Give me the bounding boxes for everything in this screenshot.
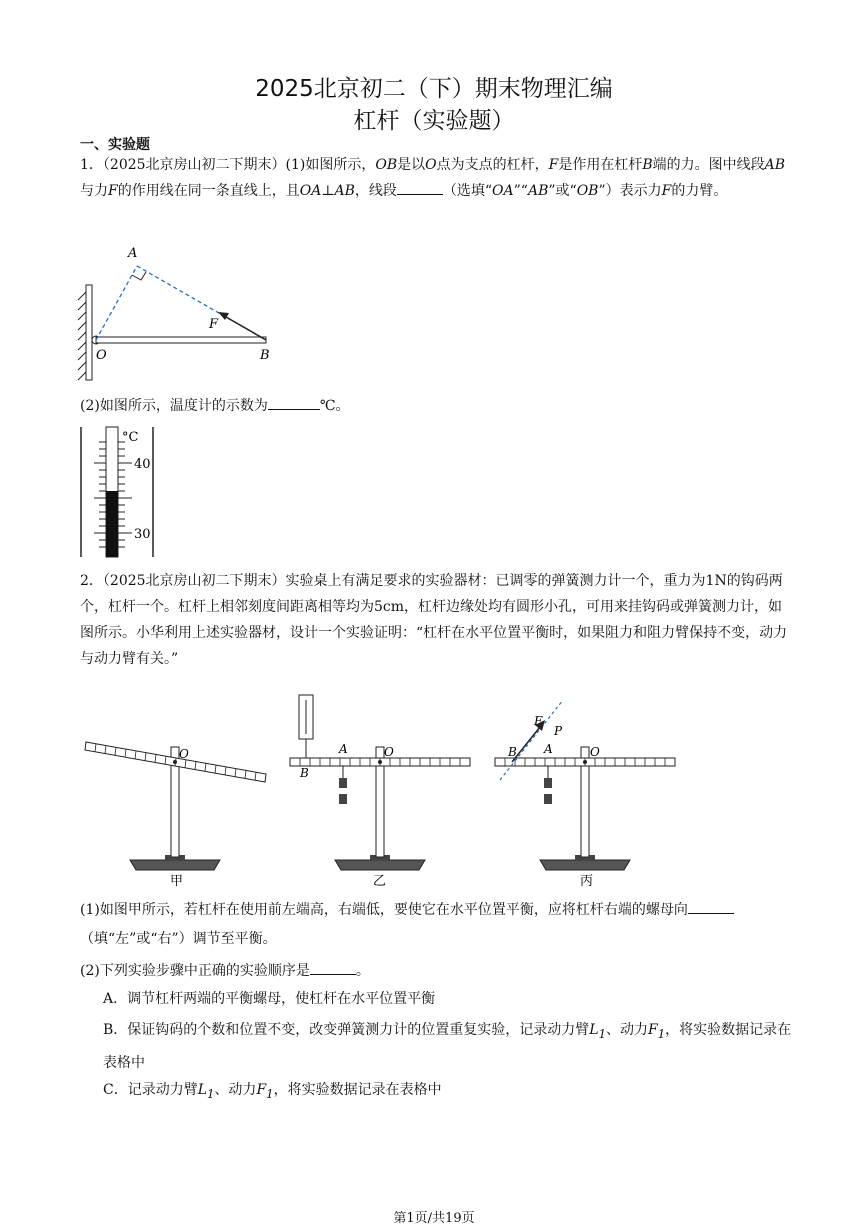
- hook-weight-1: [339, 778, 347, 788]
- text-run: 实验桌上有满足要求的实验器材：已调零的弹簧测力计一个，重力为1N的钩码两个，杠杆一个。杠杆上相邻刻度间距离相等均为5cm，杠杆边缘处均有圆形小孔，可用来挂钩码或弹簧测力计，如图所示。小华利用上述实验器材，设计一个实验证明：“杠杆在水平位置平衡时，如果阻力和阻力臂保持不变，动力与动力臂有关。”: [80, 573, 788, 667]
- text-run: ”）表示力: [598, 183, 662, 199]
- text-run: ，将实验数据记录在表格中: [103, 1022, 792, 1071]
- text-run: ”“: [513, 183, 528, 199]
- document-title: 2025北京初二（下）期末物理汇编: [255, 76, 613, 102]
- subscript-1: 1: [207, 1086, 215, 1101]
- pivot-dot: [378, 760, 382, 764]
- tick-label-30: 30: [134, 527, 151, 542]
- subscript-1: 1: [657, 1026, 666, 1041]
- label-A: A: [128, 246, 138, 261]
- text-run: 、动力: [606, 1022, 649, 1038]
- stand-base: [130, 860, 220, 870]
- label-F: F: [534, 714, 543, 728]
- math-O: O: [425, 157, 437, 173]
- text-run: ，将实验数据记录在表格中: [273, 1082, 442, 1098]
- text-run: ”或“: [548, 183, 577, 199]
- text-run: 点为支点的杠杆，: [436, 157, 549, 173]
- answer-blank: [268, 396, 320, 410]
- label-O: O: [590, 745, 600, 759]
- question-1-part-1: [80, 152, 792, 204]
- text-run: (2)下列实验步骤中正确的实验顺序是: [80, 963, 310, 979]
- symbol-F: F: [256, 1082, 267, 1098]
- caption-jia: 甲: [170, 874, 184, 889]
- math-AB: AB: [764, 157, 786, 173]
- text-run: 端的力。图中线段: [652, 157, 765, 173]
- answer-blank: [397, 181, 443, 195]
- text-run: （选填“: [442, 183, 493, 199]
- math-OB: OB: [576, 183, 599, 199]
- math-perpendicular: OA⊥AB: [299, 183, 355, 199]
- text-run: ，线段: [354, 183, 397, 199]
- text-run: 的力臂。: [671, 183, 728, 199]
- text-run: (1)如图所示，: [285, 157, 376, 173]
- document-subtitle: 杠杆（实验题）: [353, 108, 515, 134]
- lever-bar: [96, 337, 266, 343]
- section-heading: 一、实验题: [80, 137, 150, 153]
- label-B: B: [508, 745, 517, 759]
- question-2-sub-2: [80, 957, 792, 986]
- label-P: P: [554, 724, 563, 738]
- text-run: 的作用线在同一条直线上，且: [117, 183, 300, 199]
- page-footer: 第1页/共19页: [393, 1211, 475, 1226]
- text-run: 是作用在杠杆: [558, 157, 643, 173]
- math-F: F: [661, 183, 672, 199]
- figure-jia: [85, 742, 266, 889]
- label-A: A: [544, 742, 553, 756]
- subscript-1: 1: [266, 1086, 274, 1101]
- caption-bing: 丙: [580, 874, 594, 889]
- figure-yi: [290, 695, 470, 889]
- thermometer-diagram: [76, 425, 166, 560]
- wall: [86, 285, 92, 380]
- hook-weight-2: [544, 794, 552, 804]
- hook-weight-2: [339, 794, 347, 804]
- right-angle-mark: [132, 272, 146, 280]
- pivot-dot: [583, 760, 587, 764]
- text-run: 与力: [80, 183, 108, 199]
- text-run: B．保证钩码的个数和位置不变，改变弹簧测力计的位置重复实验，记录动力臂: [103, 1022, 590, 1038]
- text-run: （填“左”或“右”）调节至平衡。: [80, 931, 277, 947]
- label-B: B: [300, 766, 309, 780]
- symbol-L: L: [197, 1082, 208, 1098]
- mercury-column: [106, 491, 118, 557]
- option-B: [103, 1016, 793, 1078]
- answer-blank: [310, 961, 356, 975]
- text-run: C．记录动力臂: [103, 1082, 198, 1098]
- text-run: ℃。: [319, 398, 350, 414]
- subscript-1: 1: [598, 1026, 607, 1041]
- tick-label-40: 40: [134, 457, 151, 472]
- question-1-source: 1．（2025北京房山初二下期末）: [80, 157, 286, 173]
- force-action-line: [500, 700, 563, 780]
- text-run: 。: [355, 963, 370, 979]
- answer-blank: [688, 900, 734, 914]
- symbol-L: L: [589, 1022, 599, 1038]
- math-F: F: [548, 157, 559, 173]
- hook-weight-1: [544, 778, 552, 788]
- force-arrowhead: [218, 312, 229, 320]
- symbol-L1: [589, 1022, 607, 1041]
- label-O: O: [384, 745, 394, 759]
- text-run: 、动力: [214, 1082, 257, 1098]
- symbol-L1: [197, 1082, 215, 1101]
- text-run: (2)如图所示，温度计的示数为: [80, 398, 268, 414]
- question-2-text: [80, 568, 792, 672]
- question-1-part-2: [80, 393, 792, 419]
- label-F: F: [209, 317, 219, 332]
- label-O: O: [179, 747, 189, 761]
- stand-base: [335, 860, 425, 870]
- moment-arm-line: [96, 266, 137, 340]
- pivot-dot: [173, 760, 177, 764]
- lever-force-diagram: [76, 240, 286, 385]
- label-O: O: [96, 348, 107, 363]
- question-2-source: 2．（2025北京房山初二下期末）: [80, 573, 286, 589]
- math-B: B: [642, 157, 653, 173]
- label-A: A: [339, 742, 348, 756]
- math-OB: OB: [375, 157, 398, 173]
- text-run: 是以: [397, 157, 426, 173]
- option-A: A．调节杠杆两端的平衡螺母，使杠杆在水平位置平衡: [103, 991, 436, 1007]
- symbol-F1: [256, 1082, 274, 1101]
- label-B: B: [260, 348, 270, 363]
- text-run: (1)如图甲所示，若杠杆在使用前左端高，右端低，要使它在水平位置平衡，应将杠杆右端的螺母向: [80, 902, 688, 918]
- symbol-F1: [648, 1022, 666, 1041]
- option-C: [103, 1076, 793, 1109]
- math-OA: OA: [492, 183, 514, 199]
- figure-bing: [495, 700, 675, 889]
- math-AB: AB: [527, 183, 549, 199]
- caption-yi: 乙: [373, 874, 387, 889]
- math-F: F: [108, 183, 118, 199]
- question-2-sub-1: [80, 896, 792, 954]
- wall-hatching: [78, 292, 86, 380]
- stand-base: [540, 860, 630, 870]
- lever-experiment-figures: [80, 690, 690, 890]
- thermometer-unit: °C: [122, 430, 139, 445]
- symbol-F: F: [648, 1022, 658, 1038]
